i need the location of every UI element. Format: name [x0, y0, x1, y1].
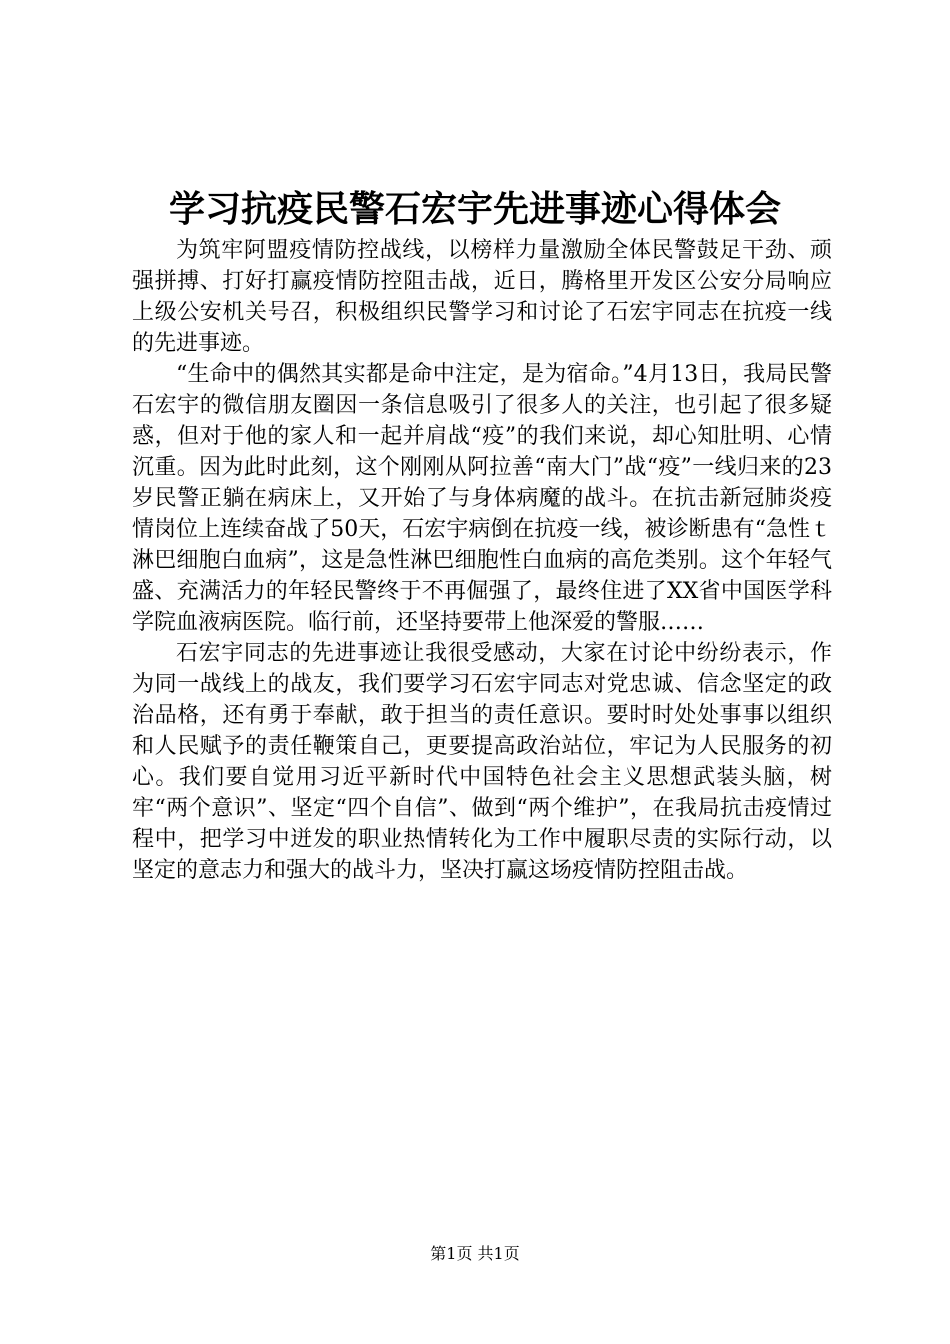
paragraph-1: 为筑牢阿盟疫情防控战线，以榜样力量激励全体民警鼓足干劲、顽强拼搏、打好打赢疫情防控阻击战，近日，腾格里开发区公安分局响应上级公安机关号召，积极组织民警学习和讨论了石宏宇同志在抗疫一线的先进事迹。: [132, 238, 832, 356]
document-body: [132, 235, 832, 886]
document-title: 学习抗疫民警石宏宇先进事迹心得体会: [168, 188, 781, 230]
paragraph-3: 石宏宇同志的先进事迹让我很受感动，大家在讨论中纷纷表示，作为同一战线上的战友，我们要学习石宏宇同志对党忠诚、信念坚定的政治品格，还有勇于奉献，敢于担当的责任意识。要时时处处事事以组织和人民赋予的责任鞭策自己，更要提高政治站位，牢记为人民服务的初心。我们要自觉用习近平新时代中国特色社会主义思想武装头脑，树牢“两个意识”、坚定“四个自信”、做到“两个维护”，在我局抗击疫情过程中，把学习中迸发的职业热情转化为工作中履职尽责的实际行动，以坚定的意志力和强大的战斗力，坚决打赢这场疫情防控阻击战。: [132, 641, 832, 883]
paragraph-2: “生命中的偶然其实都是命中注定，是为宿命。”4月13日，我局民警石宏宇的微信朋友圈因一条信息吸引了很多人的关注，也引起了很多疑惑，但对于他的家人和一起并肩战“疫”的我们来说，却心知肚明、心情沉重。因为此时此刻，这个刚刚从阿拉善“南大门”战“疫”一线归来的23岁民警正躺在病床上，又开始了与身体病魔的战斗。在抗击新冠肺炎疫情岗位上连续奋战了50天，石宏宇病倒在抗疫一线，被诊断患有“急性ｔ淋巴细胞白血病”，这是急性淋巴细胞性白血病的高危类别。这个年轻气盛、充满活力的年轻民警终于不再倔强了，最终住进了XX省中国医学科学院血液病医院。临行前，还坚持要带上他深爱的警服……: [132, 362, 832, 635]
page-footer: 第1页 共1页: [430, 1244, 520, 1263]
